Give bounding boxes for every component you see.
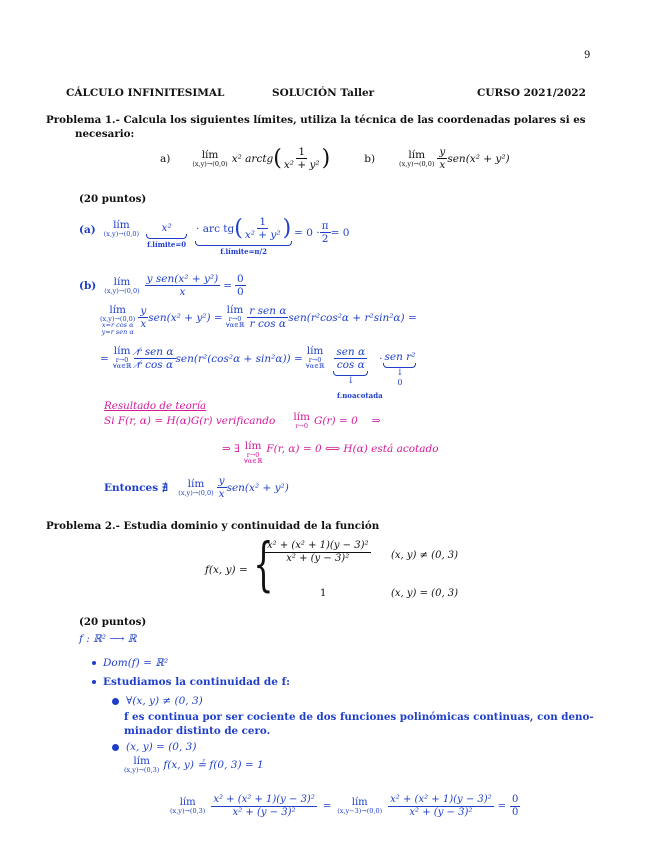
problem1-title: Problema 1.- Calcula los siguientes límites, utiliza la técnica de las coordenadas polares si es [46, 114, 586, 126]
limit-a: lím (x,y)→(0,0) [192, 149, 228, 168]
piecewise-function: f(x, y) = { $\frac{\text{x² + (x² + 1)(y − 3)²}}{\text{x² + (y − 3)²}}$ (x, y) ≠ (0, 3) 1 (x, y) = (0, 3) [205, 530, 459, 599]
teoria-line1: Si F(r, α) = H(α)G(r) verificando lím r→0 G(r) = 0 ⇒ [104, 411, 381, 430]
item-b-label: b) [364, 152, 376, 165]
limit-b: lím (x,y)→(0,0) [399, 149, 435, 168]
frac-b: $\frac{y}{x}$ [439, 146, 446, 172]
case-2-limit: lím (x,y)→(0,3) f(x, y) ≟ f(0, 3) = 1 [124, 755, 264, 774]
solution-b-line2: lím (x,y)→(0,0) x=r cos α y=r sen α $\frac{y}{x}$ sen(x² + y²) = lím r→0 ∀α∈ℝ $\frac{\text{r sen α}}{\text{r cos α}}$ sen(r²cos²α + r²sin²α) = [100, 304, 417, 336]
bullet-dom: Dom(f) = ℝ² [92, 657, 168, 669]
points-2: (20 puntos) [79, 616, 147, 628]
frac-a: $\frac{1}{\text{x² + y²}}$ [283, 146, 320, 172]
header-right: CURSO 2021/2022 [477, 87, 586, 99]
case-1: ∀(x, y) ≠ (0, 3) [112, 695, 203, 707]
case-2: (x, y) = (0, 3) [112, 741, 196, 753]
bullet-continuidad: Estudiamos la continuidad de f: [92, 676, 290, 688]
brace-x2: x² f.límite=0 [147, 222, 187, 249]
problem2-title: Problema 2.- Estudia dominio y continuidad de la función [46, 520, 380, 532]
page-number: 9 [584, 50, 591, 61]
solution-b-line3: = lím r→0 ∀α∈ℝ $\frac{\text{r̸ sen α}}{\text{r̸ cos α}}$ sen(r²(cos²α + sin²α)) = lím r→0 ∀α∈ℝ $\frac{\text{sen α}}{\text{cos α}}$ ↓ · sen r² ↓ 0 [100, 345, 416, 387]
function-map: f : ℝ² ⟶ ℝ [79, 633, 137, 645]
final-limit: lím (x,y)→(0,3) $\frac{\text{x² + (x² + 1)(y − 3)²}}{\text{x² + (y − 3)²}}$ = lím (x,y−3)→(0,0) $\frac{\text{x² + (x² + 1)(y − 3)²}}{\text{x² + (y − 3)²}}$ = $\frac{0}{0}$ [170, 794, 519, 818]
solution-a [79, 216, 349, 256]
case-1-text: f es continua por ser cociente de dos funciones polinómicas continuas, con deno- minador distinto de cero. [124, 711, 594, 737]
entonces-line: Entonces ∄ lím (x,y)→(0,0) $\frac{y}{x}$ sen(x² + y²) [104, 475, 289, 501]
solution-b-line1: (b) lím (x,y)→(0,0) $\frac{\text{y sen(x² + y²)}}{x}$ = $\frac{0}{0}$ [79, 273, 244, 299]
teoria-line2: ⇒ ∃ lím r→0 ∀α∈ℝ F(r, α) = 0 ⟺ H(α) está acotado [222, 440, 439, 465]
item-a-label: a) [160, 152, 171, 165]
teoria-title: Resultado de teoría [104, 400, 207, 412]
solution-a-result: = 0 · $\frac{\pi}{2}$ = 0 [294, 220, 350, 246]
solution-a-label: (a) [79, 224, 96, 236]
problem1-statement: a) lím (x,y)→(0,0) x² arctg ( $\frac{1}{\text{x² + y²}}$ ) b) lím (x,y)→(0,0) $\frac{y}{x}$ sen(x² + y²) [160, 145, 510, 172]
expr-a: x² arctg [231, 152, 274, 165]
label-fnoacotada: f.noacotada [337, 391, 383, 400]
solution-a-limit: lím (x,y)→(0,0) [103, 219, 140, 238]
points-1: (20 puntos) [79, 193, 147, 205]
problem1-title-cont: necesario: [75, 128, 135, 140]
header-left: CÁLCULO INFINITESIMAL [66, 87, 225, 99]
expr-b: sen(x² + y²) [447, 152, 510, 165]
brace-arctg: · arc tg ( $\frac{1}{\text{x² + y²}}$ ) f.límite=π/2 [196, 215, 292, 257]
header-center: SOLUCIÓN Taller [272, 87, 375, 99]
